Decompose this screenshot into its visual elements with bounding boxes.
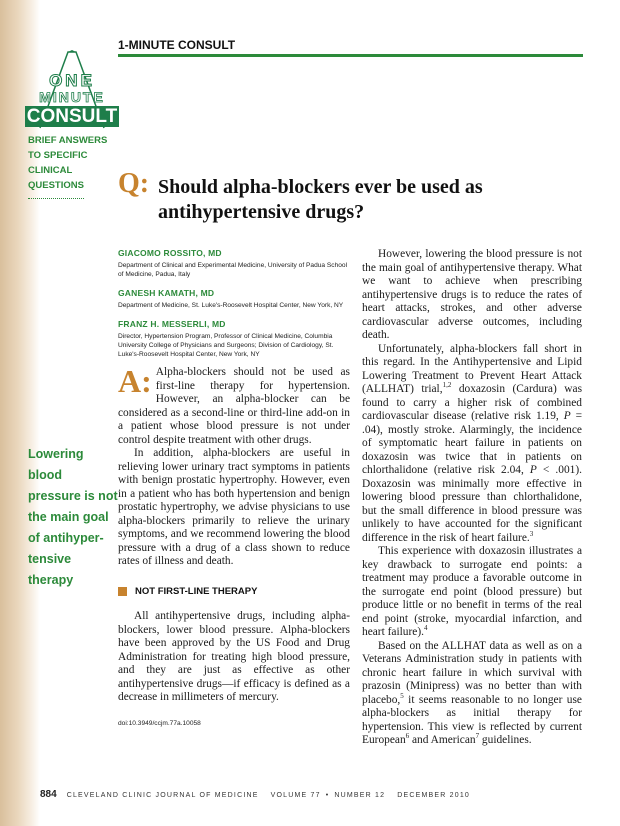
author-name: GANESH KAMATH, MD (118, 288, 215, 298)
answer-letter: A: (118, 363, 152, 399)
pull-quote-line: Lowering blood (28, 447, 84, 482)
text-run: doxazosin (Cardura) was found to carry a higher risk of combined cardiovascular disease (relative risk 1.19, (362, 383, 583, 422)
text-run: This experience with doxazosin illustrates a key drawback to surrogate end points: a treatment may produce a favorable outcome in the surrogate end point (blood pressure) but produce little or no benefit in terms of the real end point (stroke, myocardial infarction, and heart failure). (362, 545, 582, 638)
logo-minute: MINUTE (39, 89, 105, 105)
brief-line: CLINICAL (28, 165, 73, 176)
header-rule (118, 54, 583, 57)
answer-paragraph-2: In addition, alpha-blockers are useful in relieving lower urinary tract symptoms in patients with benign prostatic hypertrophy. However, even in a patient who has both hypertension and benign prostatic hypertrophy, we advise physicians to use alpha-blockers primarily to relieve the urinary symptoms, and we recommend lowering the blood pressure with a drug of a class shown to reduce rates of illness and death. (118, 447, 350, 567)
text-run: = .04), mostly stroke. Alarmingly, the incidence of symptomatic heart failure in patients on doxazosin was twice that in patients on chlorthalidone (relative risk 2.04, (362, 410, 582, 476)
page-number: 884 (40, 789, 57, 800)
author-name: FRANZ H. MESSERLI, MD (118, 319, 226, 329)
right-paragraph-4 (362, 640, 582, 748)
pull-quote (28, 444, 118, 591)
reference-superscript: 7 (475, 732, 480, 741)
right-paragraph-2 (362, 343, 582, 546)
answer-block (118, 363, 350, 447)
right-paragraph-3 (362, 545, 582, 640)
issue-number: NUMBER 12 (334, 792, 386, 799)
text-run: it seems reasonable to no longer use alpha-blockers as initial therapy for hypertension. This view is reflected by current European (362, 693, 582, 746)
text-run: and American (409, 734, 476, 746)
p-value-symbol: P (529, 464, 537, 476)
left-column (118, 363, 350, 730)
right-paragraph-1: However, lowering the blood pressure is not the main goal of antihypertensive therapy. What we want to achieve when prescribing antihypertensive drugs is to reduce the rates of heart attacks, strokes, and other adverse cardiovascular adverse outcomes, including death. (362, 248, 582, 341)
question-letter: Q: (118, 168, 150, 199)
author-affiliation: Department of Clinical and Experimental Medicine, University of Padua School of Medicine, Padua, Italy (118, 262, 348, 278)
reference-superscript: 4 (423, 624, 428, 633)
journal-name: CLEVELAND CLINIC JOURNAL OF MEDICINE (66, 792, 259, 799)
reference-superscript: 3 (529, 529, 534, 538)
logo-one: ONE (49, 71, 95, 90)
doi: doi:10.3949/ccjm.77a.10058 (118, 719, 201, 727)
section-paragraph-1: All antihypertensive drugs, including alpha-blockers, lower blood pressure. Alpha-blockers have been approved by the US Food and Drug Administration for treating high blood pressure, and they are just as effective as other antihypertensive drugs—if efficacy is defined as a decrease in millimeters of mercury. (118, 610, 350, 703)
author-block (118, 288, 350, 310)
pull-quote-line: of antihyper- (28, 531, 104, 545)
brief-line: TO SPECIFIC (28, 150, 88, 161)
brief-line: BRIEF ANSWERS (28, 135, 108, 146)
text-run: < .001). Doxazosin was minimally more effective in lowering blood pressure than chlorthalidone, but the small difference in blood pressure was unlikely to have accounted for the significant difference in the risk of heart failure. (362, 464, 582, 544)
section-label: 1-MINUTE CONSULT (118, 38, 236, 52)
page-footer (40, 789, 470, 800)
reference-superscript: 6 (405, 732, 410, 741)
author-block (118, 248, 350, 279)
volume: VOLUME 77 (270, 792, 321, 799)
author-list (118, 248, 350, 368)
brief-line: QUESTIONS (28, 180, 84, 191)
right-column (362, 248, 582, 748)
square-bullet-icon (118, 587, 127, 596)
author-affiliation: Director, Hypertension Program, Professor of Clinical Medicine, Columbia University College of Physicians and Surgeons; Division of Cardiology, St. Luke's-Roosevelt Hospital Center, New York, NY (118, 333, 334, 358)
author-block (118, 319, 350, 359)
dotted-divider (28, 198, 84, 199)
logo-consult: CONSULT (26, 106, 118, 127)
pull-quote-line: the main goal (28, 510, 109, 524)
author-name: GIACOMO ROSSITO, MD (118, 248, 222, 258)
pull-quote-line: tensive therapy (28, 552, 74, 587)
reference-superscript: 5 (400, 691, 404, 700)
brief-answers-caption (28, 133, 118, 193)
section-heading (118, 585, 350, 599)
answer-paragraph-1: Alpha-blockers should not be used as first-line therapy for hypertension. However, an alpha-blocker can be considered as a second-line or third-line add-on in a patient whose blood pressure is not under control despite treatment with other drugs. (118, 366, 350, 446)
issue-date: DECEMBER 2010 (397, 792, 471, 799)
text-run: Based on the ALLHAT data as well as on a Veterans Administration study in patients with chronic heart failure in which survival with prazosin (Minipress) was no better than with placebo, (362, 639, 582, 706)
pull-quote-line: pressure is not (28, 489, 118, 503)
question-title: Should alpha-blockers ever be used as antihypertensive drugs? (158, 176, 483, 223)
logo-text (22, 72, 122, 127)
author-affiliation: Department of Medicine, St. Luke's-Roosevelt Hospital Center, New York, NY (118, 302, 344, 309)
footer-bullet: • (325, 792, 330, 799)
p-value-symbol: P (563, 410, 571, 422)
text-run: guidelines. (479, 734, 532, 746)
section-heading-text: NOT FIRST-LINE THERAPY (135, 585, 258, 597)
reference-superscript: 1,2 (442, 381, 452, 390)
text-run: Unfortunately, alpha-blockers fall short in this regard. In the Antihypertensive and Lipid Lowering Treatment to Prevent Heart Attack (ALLHAT) trial, (362, 342, 582, 395)
